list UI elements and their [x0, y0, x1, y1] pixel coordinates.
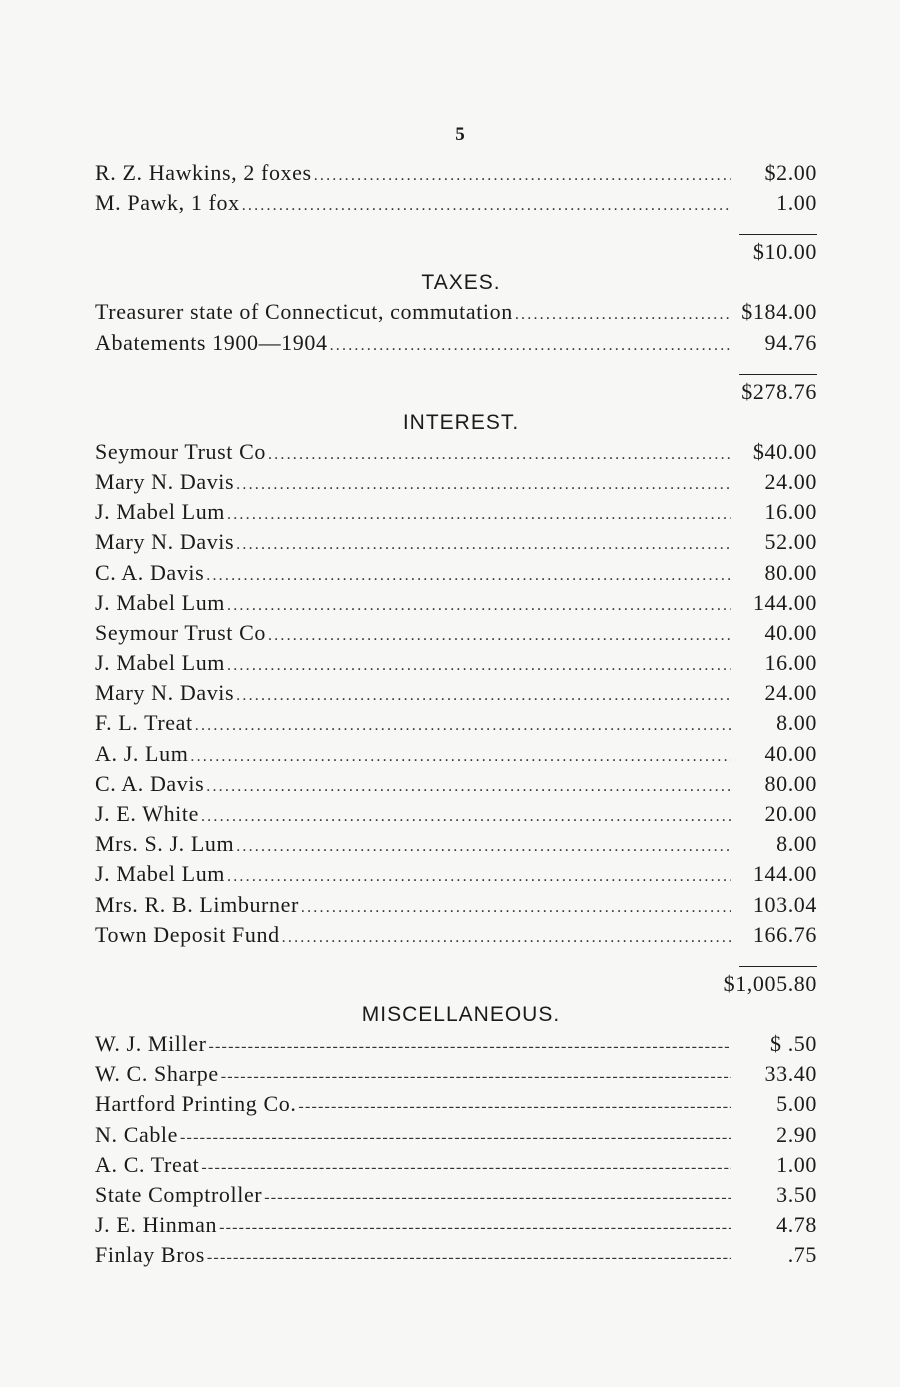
ledger-row	[95, 1212, 817, 1242]
entry-name: Mary N. Davis	[95, 529, 235, 555]
section-heading: MISCELLANEOUS.	[361, 1002, 561, 1026]
ledger-row	[95, 529, 817, 559]
dot-leader	[314, 167, 731, 185]
entry-amount: 80.00	[764, 559, 817, 585]
entry-name: R. Z. Hawkins, 2 foxes	[95, 160, 312, 185]
entry-amount: $ .50	[770, 1030, 817, 1056]
dash-leader	[298, 1098, 731, 1116]
entry-name: J. Mabel Lum	[95, 589, 226, 615]
miscellaneous-section	[95, 999, 817, 1273]
section-heading: TAXES.	[421, 271, 501, 295]
page-number: 5	[455, 124, 465, 145]
entry-amount: 94.76	[764, 329, 817, 355]
entry-amount: 5.00	[776, 1091, 817, 1117]
dot-leader	[242, 197, 731, 215]
ledger-row	[95, 771, 817, 801]
entry-name: M. Pawk, 1 fox	[95, 190, 240, 216]
entry-name: J. Mabel Lum	[95, 650, 226, 676]
ledger-row	[95, 650, 817, 680]
entry-name: Treasurer state of Connecticut, commutation	[95, 299, 513, 325]
ledger-row	[95, 1031, 817, 1061]
entry-amount: 103.04	[752, 891, 817, 917]
entry-amount: 8.00	[776, 710, 817, 736]
dot-leader	[330, 337, 731, 355]
ledger-row	[95, 620, 817, 650]
ledger-row	[95, 680, 817, 710]
entry-amount: 20.00	[764, 801, 817, 826]
dot-leader	[515, 306, 731, 324]
ledger-row	[95, 831, 817, 861]
entry-amount: 144.00	[752, 861, 817, 887]
section-heading: INTEREST.	[402, 410, 520, 434]
ledger-row	[95, 590, 817, 620]
entry-name: C. A. Davis	[95, 559, 205, 585]
entry-amount: 2.90	[776, 1121, 817, 1147]
dot-leader	[236, 536, 731, 554]
entry-name: A. J. Lum	[95, 740, 189, 766]
dash-leader	[219, 1219, 731, 1237]
entry-amount: 24.00	[764, 680, 817, 706]
entry-name: F. L. Treat	[95, 710, 193, 736]
entry-amount: 16.00	[764, 499, 817, 525]
entry-amount: $2.00	[764, 160, 817, 185]
dot-leader	[227, 868, 731, 886]
ledger-row	[95, 741, 817, 771]
entry-amount: $184.00	[741, 299, 817, 325]
entry-amount: 33.40	[764, 1061, 817, 1087]
ledger-row	[95, 710, 817, 740]
ledger-row	[95, 861, 817, 891]
entry-name: Mary N. Davis	[95, 680, 235, 706]
dot-leader	[236, 687, 731, 705]
entry-name: State Comptroller	[95, 1181, 263, 1207]
entry-name: J. Mabel Lum	[95, 499, 226, 525]
dot-leader	[268, 446, 731, 464]
dot-leader	[268, 627, 731, 645]
entry-name: Mrs. S. J. Lum	[95, 831, 235, 857]
ledger-row	[95, 922, 817, 952]
ledger-row	[95, 1091, 817, 1121]
total-rule	[739, 234, 817, 235]
entry-amount: 1.00	[776, 1151, 817, 1177]
entry-amount: 166.76	[752, 921, 817, 947]
entry-name: C. A. Davis	[95, 770, 205, 796]
total-rule	[739, 966, 817, 967]
entry-name: Mary N. Davis	[95, 468, 235, 494]
entry-amount: 4.78	[776, 1212, 817, 1238]
ledger-row	[95, 469, 817, 499]
dash-leader	[207, 1249, 731, 1267]
entry-amount: 3.50	[776, 1181, 817, 1207]
dot-leader	[301, 899, 731, 917]
ledger-row	[95, 190, 817, 220]
ledger-row	[95, 499, 817, 529]
entry-name: J. Mabel Lum	[95, 861, 226, 887]
entry-amount: 40.00	[764, 740, 817, 766]
dot-leader	[236, 838, 731, 856]
dash-leader	[180, 1129, 731, 1147]
ledger-row	[95, 1182, 817, 1212]
dot-leader	[201, 808, 731, 826]
ledger-row	[95, 299, 817, 329]
entry-amount: 52.00	[764, 529, 817, 555]
bounties-section	[95, 160, 817, 267]
ledger-row	[95, 1152, 817, 1182]
dot-leader	[195, 717, 731, 735]
dot-leader	[236, 476, 731, 494]
interest-section	[95, 407, 817, 999]
section-total: $10.00	[752, 239, 817, 265]
entry-name: Hartford Printing Co.	[95, 1091, 297, 1117]
entry-name: J. E. Hinman	[95, 1212, 218, 1238]
entry-amount: 40.00	[764, 619, 817, 645]
ledger-row	[95, 330, 817, 360]
ledger-page	[95, 120, 817, 1272]
dash-leader	[264, 1189, 731, 1207]
entry-name: N. Cable	[95, 1121, 179, 1147]
entry-amount: 8.00	[776, 831, 817, 857]
entry-name: Mrs. R. B. Limburner	[95, 891, 299, 917]
taxes-section	[95, 267, 817, 406]
entry-name: W. J. Miller	[95, 1030, 207, 1056]
dot-leader	[227, 657, 731, 675]
dot-leader	[206, 567, 731, 585]
total-rule	[739, 374, 817, 375]
dot-leader	[227, 506, 731, 524]
ledger-row	[95, 160, 817, 190]
section-total: $278.76	[741, 378, 817, 404]
ledger-row	[95, 1242, 817, 1272]
entry-name: Seymour Trust Co	[95, 619, 266, 645]
entry-amount: 80.00	[764, 770, 817, 796]
dash-leader	[201, 1159, 731, 1177]
entry-amount: 144.00	[752, 589, 817, 615]
dash-leader	[221, 1068, 731, 1086]
ledger-row	[95, 892, 817, 922]
dot-leader	[206, 778, 731, 796]
entry-amount: $40.00	[752, 438, 817, 464]
ledger-row	[95, 439, 817, 469]
ledger-row	[95, 801, 817, 831]
dot-leader	[227, 597, 731, 615]
dash-leader	[209, 1038, 732, 1056]
ledger-row	[95, 1122, 817, 1152]
entry-name: Seymour Trust Co	[95, 438, 266, 464]
ledger-row	[95, 560, 817, 590]
dot-leader	[282, 929, 731, 947]
entry-name: W. C. Sharpe	[95, 1061, 219, 1087]
entry-name: J. E. White	[95, 801, 199, 826]
entry-name: A. C. Treat	[95, 1151, 200, 1177]
section-total: $1,005.80	[723, 970, 817, 996]
entry-amount: 24.00	[764, 468, 817, 494]
entry-name: Town Deposit Fund	[95, 921, 280, 947]
entry-name: Abatements 1900—1904	[95, 329, 328, 355]
entry-amount: 16.00	[764, 650, 817, 676]
entry-amount: 1.00	[776, 190, 817, 216]
dot-leader	[190, 748, 731, 766]
ledger-row	[95, 1061, 817, 1091]
entry-name: Finlay Bros	[95, 1242, 205, 1268]
entry-amount: .75	[787, 1242, 817, 1268]
